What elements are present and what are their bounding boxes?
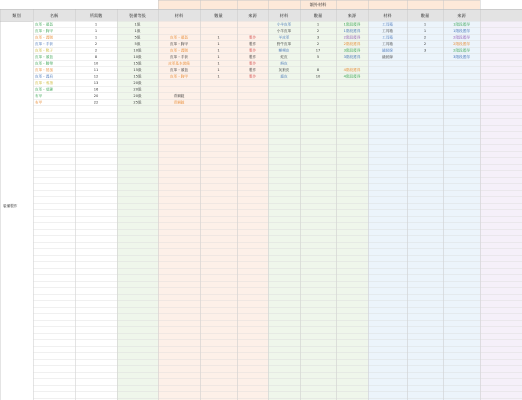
cell-m1-r11: 青銅錠 (173, 94, 185, 99)
header-col-12: 來源 (457, 12, 466, 18)
cell-m3-r2: 工具箱 (382, 35, 393, 40)
cell-level-r5: 10級 (133, 55, 142, 60)
header-col-8: 數量 (313, 12, 323, 18)
cell-count-r2: 1 (94, 35, 98, 40)
cell-m1-r8: 皮革・胸甲 (170, 74, 188, 79)
cell-level-r6: 15級 (133, 61, 142, 66)
cell-name-r3: 皮革・手套 (35, 42, 53, 47)
cell-s1-r5: 製作 (248, 55, 257, 60)
cell-q2-r4: 17 (315, 48, 321, 53)
cell-s2-r2: 2階段獲得 (343, 35, 361, 40)
cell-m3-r4: 縫紉線 (382, 48, 393, 53)
cell-s2-r1: 1階段獲得 (343, 29, 361, 34)
cell-name-r8: 皮革・護肩 (35, 74, 53, 79)
cell-m2-r1: 小羊皮革 (276, 29, 292, 34)
cell-s1-r4: 製作 (248, 48, 257, 53)
cell-name-r5: 皮革・頭盔 (35, 55, 53, 60)
cell-m3-r3: 工具箱 (382, 42, 393, 47)
cell-level-r0: 1級 (134, 22, 141, 27)
cell-m1-r4: 皮革・護腿 (170, 48, 188, 53)
cell-count-r12: 22 (93, 100, 99, 105)
cell-q1-r4: 1 (217, 48, 220, 53)
cell-level-r11: 20級 (133, 94, 142, 99)
cell-s1-r2: 製作 (248, 35, 257, 40)
cell-q2-r3: 2 (316, 42, 320, 47)
cell-q1-r3: 1 (217, 42, 220, 47)
cell-m2-r5: 蛇皮 (280, 55, 288, 60)
cell-q3-r0: 1 (423, 22, 427, 27)
header-col-4: 材料 (174, 12, 184, 18)
cell-m3-r0: 工具箱 (382, 22, 393, 27)
header-col-5: 數量 (214, 12, 223, 18)
header-col-0: 類別 (12, 12, 21, 18)
cell-m3-r5: 縫紉線 (382, 55, 393, 60)
cell-s3-r1: 1階段獲得 (453, 29, 470, 34)
cell-m1-r6: 皮革基本裝備 (168, 61, 190, 66)
cell-q1-r7: 1 (217, 68, 220, 73)
cell-level-r1: 1級 (134, 29, 141, 34)
cell-level-r3: 5級 (134, 42, 141, 47)
cell-q2-r5: 5 (316, 55, 320, 60)
cell-count-r11: 20 (93, 94, 99, 99)
cell-s3-r0: 1階段獲得 (453, 22, 470, 27)
header-col-2: 所需數 (89, 12, 103, 18)
cell-m1-r12: 青銅錠 (173, 100, 185, 105)
cell-count-r9: 13 (93, 81, 99, 86)
cell-s1-r8: 製作 (248, 74, 257, 79)
cell-s3-r3: 2階段獲得 (453, 42, 470, 47)
cell-m2-r0: 小羊皮革 (276, 22, 292, 27)
cell-name-r9: 皮革・戒指 (35, 81, 53, 86)
cell-name-r10: 皮革・項鍊 (35, 87, 53, 92)
cell-s2-r5: 3階段獲得 (343, 55, 361, 60)
cell-q3-r3: 2 (423, 42, 427, 47)
cell-q2-r0: 1 (316, 22, 320, 27)
cell-m1-r7: 皮革・頭盔 (170, 68, 188, 73)
cell-name-r12: 布甲 (35, 100, 43, 105)
cell-m1-r2: 皮革・頭盔 (170, 35, 188, 40)
cell-q2-r8: 10 (315, 74, 321, 79)
cell-s2-r4: 3階段獲得 (343, 48, 361, 53)
column-band-3 (368, 21, 480, 400)
cell-m2-r6: 熊皮 (280, 61, 288, 66)
cell-s1-r3: 製作 (248, 42, 257, 47)
header-col-7: 材料 (279, 12, 289, 18)
cell-name-r2: 皮革・護腿 (35, 35, 53, 40)
cell-s3-r5: 3階段獲得 (453, 55, 470, 60)
cell-q2-r2: 3 (316, 35, 320, 40)
cell-s1-r6: 製作 (248, 61, 257, 66)
cell-m2-r4: 蜥蜴皮 (278, 48, 290, 53)
cell-m1-r3: 皮革・胸甲 (170, 42, 188, 47)
cell-count-r6: 10 (93, 61, 99, 66)
cell-m2-r8: 鹿皮 (280, 74, 288, 79)
cell-q1-r2: 1 (217, 35, 220, 40)
cell-s2-r8: 4階段獲得 (343, 74, 361, 79)
cell-count-r8: 12 (93, 74, 99, 79)
header-col-9: 來源 (347, 12, 357, 18)
cell-level-r2: 5級 (134, 35, 141, 40)
category-label: 裝備製作 (3, 204, 18, 208)
cell-s1-r7: 製作 (248, 68, 257, 73)
cell-q3-r2: 2 (423, 35, 427, 40)
cell-name-r4: 皮革・靴子 (35, 48, 53, 53)
cell-q2-r1: 2 (316, 29, 320, 34)
cell-s2-r0: 1階段獲得 (343, 22, 361, 27)
header-col-10: 材料 (383, 12, 392, 18)
cell-m3-r1: 工具箱 (382, 29, 393, 34)
cell-name-r1: 皮革・胸甲 (35, 29, 53, 34)
cell-count-r10: 16 (93, 87, 99, 92)
header-col-1: 名稱 (49, 12, 59, 18)
cell-name-r6: 皮革・腰帶 (35, 61, 53, 66)
cell-q1-r6: 1 (217, 61, 220, 66)
group-header-title: 額外材料 (309, 2, 327, 7)
cell-m2-r2: 羊皮革 (278, 35, 290, 40)
cell-level-r4: 10級 (133, 48, 142, 53)
cell-count-r7: 11 (93, 68, 99, 73)
cell-q2-r7: 8 (316, 68, 320, 73)
cell-level-r10: 20級 (133, 87, 142, 92)
cell-name-r11: 布甲 (35, 94, 43, 99)
cell-q3-r4: 3 (423, 48, 427, 53)
cell-s2-r3: 2階段獲得 (343, 42, 361, 47)
header-col-3: 裝備等級 (129, 12, 146, 18)
cell-name-r0: 皮革・頭盔 (35, 22, 53, 27)
cell-s3-r2: 2階段獲得 (453, 35, 470, 40)
header-col-6: 來源 (248, 12, 257, 18)
cell-q3-r1: 1 (423, 29, 427, 34)
cell-s2-r7: 4階段獲得 (343, 68, 361, 73)
column-band-4 (480, 21, 522, 400)
cell-level-r9: 20級 (133, 81, 142, 86)
cell-m1-r5: 皮革・手套 (170, 55, 188, 60)
header-col-11: 數量 (420, 12, 430, 18)
cell-q1-r8: 1 (217, 74, 220, 79)
cell-count-r1: 1 (94, 29, 98, 34)
cell-m2-r3: 野牛皮革 (276, 42, 292, 47)
cell-level-r8: 15級 (133, 74, 142, 79)
cell-s3-r4: 2階段獲得 (453, 48, 470, 53)
cell-q1-r5: 1 (217, 55, 220, 60)
cell-count-r5: 8 (94, 55, 98, 60)
cell-level-r7: 15級 (133, 68, 142, 73)
cell-name-r7: 皮革・披風 (35, 68, 53, 73)
cell-count-r3: 2 (94, 42, 98, 47)
cell-m2-r7: 灰狼皮 (278, 68, 290, 73)
cell-count-r4: 2 (94, 48, 98, 53)
cell-level-r12: 25級 (133, 100, 142, 105)
cell-count-r0: 1 (94, 22, 98, 27)
